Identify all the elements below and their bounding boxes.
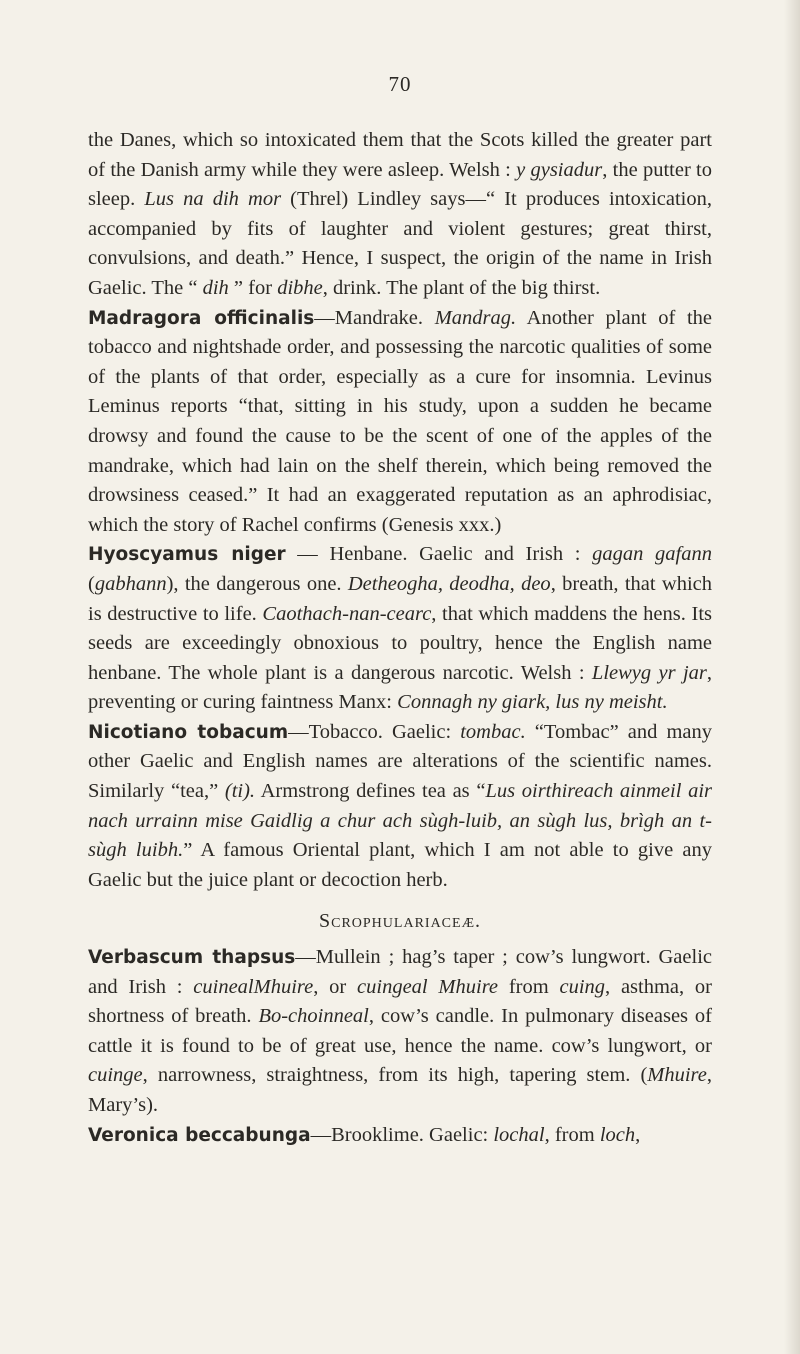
- entry-mullein: [88, 943, 712, 1121]
- text-run: ), the dangerous one.: [166, 572, 348, 595]
- italic-run: tombac.: [460, 720, 526, 743]
- text-run: from: [498, 975, 560, 998]
- text-run: , asthma, or shortness of breath.: [88, 975, 713, 1028]
- italic-run: cuinealMhuire: [193, 975, 314, 998]
- italic-run: Lus oirthireach ainmeil air nach urrainn mise Gaidlig a chur ach sùgh-luib, an sùgh lus, brìgh an t-sùgh luibh.: [88, 780, 712, 862]
- text-run: the Danes, which so intoxicated them that the Scots killed the greater part of the Danish army while they were asleep. Welsh :: [88, 129, 712, 181]
- entry-henbane: [88, 540, 712, 718]
- entry-mandrake: [88, 304, 712, 541]
- italic-run: cuing: [559, 975, 606, 998]
- italic-run: Llewyg yr jar: [591, 661, 707, 684]
- italic-run: gagan gafann: [592, 543, 712, 566]
- italic-run: Detheogha, deodha, deo: [347, 572, 551, 595]
- page-edge-shadow: [784, 0, 800, 1354]
- text-run: , breath, that which is destructive to life.: [88, 572, 712, 625]
- italic-run: Bo-choinneal: [258, 1005, 369, 1028]
- species-name: Nicotiano tobacum: [88, 721, 289, 743]
- text-run: , drink. The plant of the big thirst.: [322, 276, 601, 299]
- text-run: ” for: [228, 276, 278, 299]
- species-name: Verbascum thapsus: [88, 947, 296, 969]
- italic-run: gabhann: [94, 572, 167, 595]
- italic-run: loch: [599, 1123, 636, 1146]
- section-heading: Scrophulariaceæ.: [318, 910, 482, 933]
- italic-run: cuinge: [88, 1064, 143, 1087]
- entry-brooklime: [88, 1121, 712, 1151]
- italic-run: Caothach-nan-cearc: [262, 602, 432, 625]
- text-run: Another plant of the tobacco and nightshade order, and possessing the narcotic qualities of some of the plants of that order, especially as a cure for insomnia. Levinus Leminus reports “that, sitting in his study, upon a sudden he became drowsy and found the cause to be the scent of one of the apples of the mandrake, which had lain on the shelf therein, which being removed the drowsiness ceased.” It had an exaggerated reputation as an aphrodisiac, which the story of Rachel confirms (Genesis xxx.): [88, 306, 712, 536]
- italic-run: Connagh ny giark, lus ny meisht.: [397, 691, 668, 714]
- text-run: — Henbane. Gaelic and Irish :: [285, 543, 593, 566]
- species-name: Veronica beccabunga: [88, 1124, 311, 1146]
- text-run: —Mullein ; hag’s taper ; cow’s lungwort. Gaelic and Irish :: [88, 946, 712, 998]
- text-run: , or: [313, 975, 358, 998]
- text-run: , narrowness, straightness, from its high, tapering stem. (: [142, 1064, 648, 1087]
- italic-run: dibhe: [277, 276, 323, 299]
- paragraph-datura-continued: [88, 126, 712, 304]
- italic-run: lochal: [493, 1123, 545, 1146]
- italic-run: (ti).: [224, 780, 256, 803]
- italic-run: Lus na dih mor: [144, 188, 282, 211]
- text-run: , preventing or curing faintness Manx:: [88, 661, 713, 714]
- text-run: (: [88, 572, 95, 595]
- italic-run: Mandrag.: [434, 306, 517, 329]
- text-run: , the putter to sleep.: [88, 158, 712, 211]
- text-run: —Brooklime. Gaelic:: [310, 1123, 494, 1146]
- entry-tobacco: [88, 718, 712, 896]
- text-run: (Threl) Lindley says—“ It produces intoxication, accompanied by fits of laughter and violent gestures; great thirst, convulsions, and death.” Hence, I suspect, the origin of the name in Irish Gaelic. The “: [88, 188, 712, 299]
- text-run: Armstrong defines tea as “: [255, 780, 486, 803]
- italic-run: dih: [202, 276, 229, 299]
- italic-run: y gysiadur: [516, 158, 603, 181]
- text-run: ,: [635, 1123, 641, 1146]
- species-name: Hyoscyamus niger: [88, 544, 286, 566]
- text-run: —Mandrake.: [314, 306, 435, 329]
- body-text: [88, 126, 712, 1150]
- text-run: ” A famous Oriental plant, which I am not able to give any Gaelic but the juice plant or decoction herb.: [88, 839, 713, 891]
- italic-run: cuingeal Mhuire: [357, 975, 499, 998]
- text-run: —Tobacco. Gaelic:: [288, 720, 461, 743]
- text-run: , Mary’s).: [88, 1064, 712, 1116]
- page-number: 70: [388, 72, 412, 96]
- text-run: , that which maddens the hens. Its seeds are exceedingly obnoxious to poultry, hence the English name henbane. The whole plant is a dangerous narcotic. Welsh :: [88, 602, 712, 684]
- species-name: Madragora officinalis: [88, 307, 315, 329]
- text-run: “Tombac” and many other Gaelic and English names are alterations of the scientific names. Similarly “tea,”: [88, 720, 713, 803]
- text-run: , from: [544, 1123, 600, 1146]
- italic-run: Mhuire: [647, 1064, 707, 1087]
- text-run: , cow’s candle. In pulmonary diseases of cattle it is found to be of great use, hence the name. cow’s lungwort, or: [88, 1005, 713, 1057]
